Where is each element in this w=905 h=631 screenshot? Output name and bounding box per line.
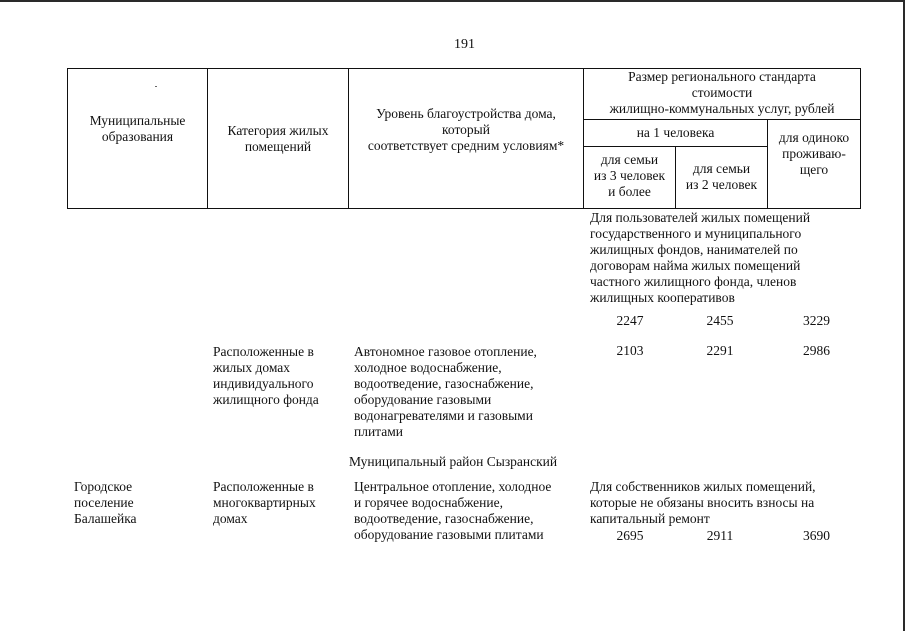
row3-value-family2: 2911 <box>706 528 734 543</box>
block1-value-family3: 2247 <box>616 313 644 328</box>
scan-speck <box>155 86 157 87</box>
header-per-person: на 1 человека <box>636 125 715 140</box>
header-single: для одиноко проживаю- щего <box>778 130 850 177</box>
row3-municipality: Городское поселение Балашейка <box>74 479 137 526</box>
row2-amenities: Автономное газовое отопление, холодное водоснабжение, водоотведение, газоснабжение, оборудование газовыми водонагревателями и газовыми плитами <box>354 344 537 439</box>
row3-category: Расположенные в многоквартирных домах <box>213 479 316 526</box>
block1-value-single: 3229 <box>803 313 830 328</box>
scan-edge-top <box>0 0 905 2</box>
row3-note: Для собственников жилых помещений, которые не обязаны вносить взносы на капитальный ремонт <box>590 479 816 526</box>
header-amenities: Уровень благоустройства дома, который соответствует средним условиям* <box>367 106 565 153</box>
header-municipality: Муниципальные образования <box>89 113 186 144</box>
row2-category: Расположенные в жилых домах индивидуального жилищного фонда <box>213 344 319 407</box>
page-number: 191 <box>454 37 475 52</box>
row3-amenities: Центральное отопление, холодное и горячее водоснабжение, водоотведение, газоснабжение, оборудование газовыми плитами <box>354 479 552 542</box>
block1-value-family2: 2455 <box>706 313 734 328</box>
header-standard: Размер регионального стандарта стоимости жилищно-коммунальных услуг, рублей <box>609 69 835 116</box>
block1-note: Для пользователей жилых помещений государственного и муниципального жилищных фондов, нанимателей по договорам найма жилых помещений частного жилищного фонда, членов жилищных кооперативов <box>590 210 811 305</box>
header-family-3: для семьи из 3 человек и более <box>593 152 666 199</box>
row3-value-single: 3690 <box>803 528 830 543</box>
row3-value-family3: 2695 <box>616 528 644 543</box>
row2-value-single: 2986 <box>803 343 830 358</box>
row2-value-family3: 2103 <box>616 343 644 358</box>
row2-value-family2: 2291 <box>706 343 734 358</box>
header-category: Категория жилых помещений <box>227 123 329 154</box>
header-family-2: для семьи из 2 человек <box>685 161 758 192</box>
district-heading: Муниципальный район Сызранский <box>349 454 558 469</box>
